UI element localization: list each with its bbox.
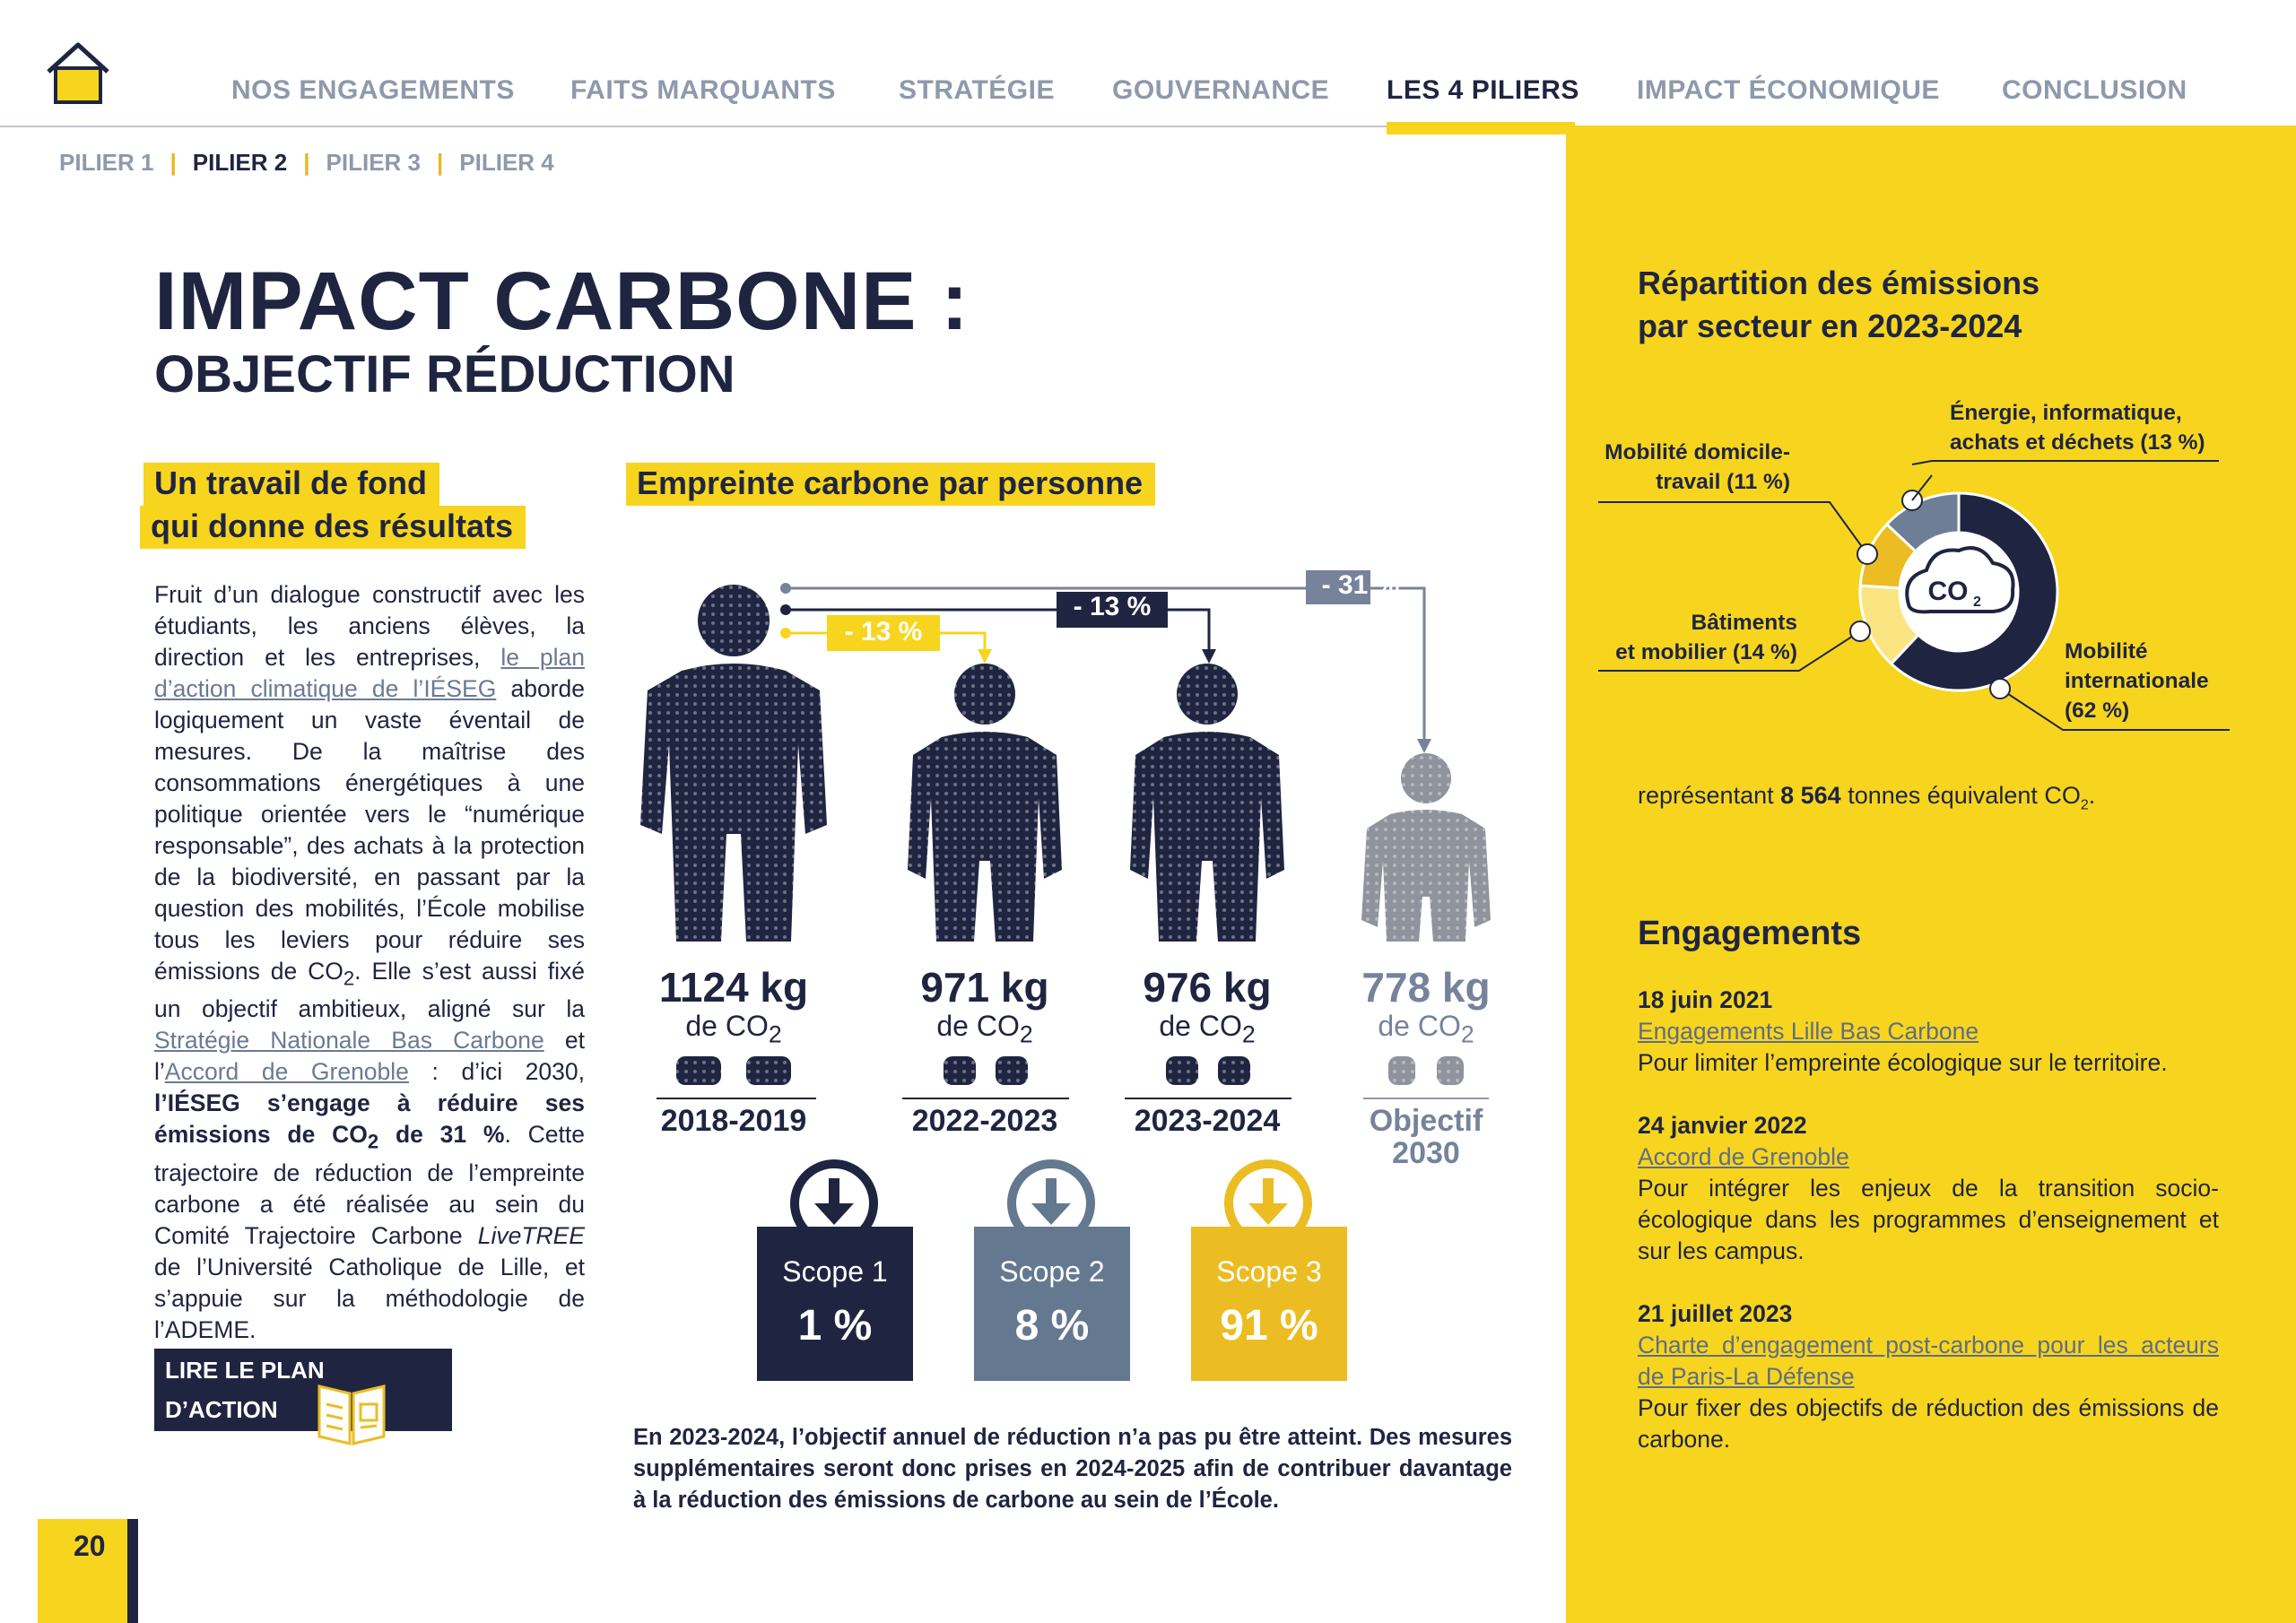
divider-2023 xyxy=(1125,1098,1292,1099)
cta-line2: CLIMATIQUE xyxy=(165,1436,309,1462)
scope3-card: Scope 3 91 % xyxy=(1191,1227,1347,1381)
subnav-pilier-3[interactable]: PILIER 3 xyxy=(326,149,422,176)
subnav-pilier-2[interactable]: PILIER 2 xyxy=(192,149,288,176)
donut-center-sub: 2 xyxy=(1973,595,1981,610)
nav-strategie[interactable]: STRATÉGIE xyxy=(899,75,1055,105)
leader-energie xyxy=(1912,461,2219,464)
page-subtitle: OBJECTIF RÉDUCTION xyxy=(154,345,735,404)
nav-impact-economique[interactable]: IMPACT ÉCONOMIQUE xyxy=(1637,75,1940,105)
arrow-label-13a: - 13 % xyxy=(844,617,923,647)
stat-2030: 778 kg de $CO_2$ xyxy=(1361,964,1491,1048)
nav-faits-marquants[interactable]: FAITS MARQUANTS xyxy=(570,75,836,105)
nav-conclusion[interactable]: CONCLUSION xyxy=(2002,75,2187,105)
carbon-figures-graphic xyxy=(628,565,1525,1175)
page-title: IMPACT CARBONE : xyxy=(154,256,970,347)
center-heading: Empreinte carbone par personne xyxy=(626,463,1155,506)
nav-nos-engagements[interactable]: NOS ENGAGEMENTS xyxy=(231,75,515,105)
open-book-icon xyxy=(314,1374,389,1447)
engagement-link-grenoble[interactable]: Accord de Grenoble xyxy=(1638,1143,1849,1170)
year-2030: Objectif 2030 xyxy=(1369,1104,1483,1170)
arrow-label-13b: - 13 % xyxy=(1073,592,1152,621)
nav-les-4-piliers[interactable]: LES 4 PILIERS xyxy=(1387,75,1579,105)
total-emissions: représentant 8 564 tonnes équivalent $CO_2$. xyxy=(1638,782,2096,813)
read-plan-button[interactable] xyxy=(154,1349,452,1462)
arrow-label-31: - 31 % xyxy=(1321,570,1400,600)
nav-active-indicator xyxy=(1387,122,1575,135)
label-mobilite-internationale: Mobilité internationale (62 %) xyxy=(2065,639,2209,723)
divider-2018 xyxy=(657,1098,816,1099)
page-number: 20 xyxy=(38,1519,138,1623)
engagement-link-charte[interactable]: Charte d’engagement post-carbone pour les acteurs de Paris-La Défense xyxy=(1638,1332,2219,1390)
stat-2022: 971 kg de $CO_2$ xyxy=(920,964,1049,1048)
engagement-item: 18 juin 2021 Engagements Lille Bas Carbone Pour limiter l’empreinte écologique sur le territoire. xyxy=(1638,985,2219,1079)
link-snbc[interactable]: Stratégie Nationale Bas Carbone xyxy=(154,1027,544,1055)
center-note: En 2023-2024, l’objectif annuel de réduction n’a pas pu être atteint. Des mesures supplémentaires seront donc prises en 2024-2025 afin de contribuer davantage à la réduction des émissions de carbone au sein de l’École. xyxy=(633,1425,1512,1513)
engagement-link-lille[interactable]: Engagements Lille Bas Carbone xyxy=(1638,1018,1979,1045)
pillar-subnav: PILIER 1 | PILIER 2 | PILIER 3 | PILIER 4 xyxy=(59,149,554,176)
subnav-pilier-4[interactable]: PILIER 4 xyxy=(459,149,554,176)
nav-gouvernance[interactable]: GOUVERNANCE xyxy=(1112,75,1330,105)
engagement-item: 21 juillet 2023 Charte d’engagement post-carbone pour les acteurs de Paris-La Défense Pour fixer des objectifs de réduction des émissions de carbone. xyxy=(1638,1300,2219,1453)
label-mobilite-domicile: Mobilité domicile- travail (11 %) xyxy=(1605,440,1790,494)
link-accord-grenoble[interactable]: Accord de Grenoble xyxy=(164,1058,409,1086)
emissions-title: Répartition des émissions par secteur en 2023-2024 xyxy=(1638,265,2040,344)
label-energie: Énergie, informatique, achats et déchets (13 %) xyxy=(1950,401,2205,455)
engagements-title: Engagements xyxy=(1638,915,1862,952)
scope2-card: Scope 2 8 % xyxy=(974,1227,1130,1381)
leader-mobilite-domicile xyxy=(1598,502,1867,554)
stat-2018: 1124 kg de $CO_2$ xyxy=(658,964,809,1048)
intro-paragraph: Fruit d’un dialogue constructif avec les étudiants, les anciens élèves, la direction et les entreprises, le plan d’action climatique de l’IÉSEG aborde logiquement un vaste éventail de mesures. De la maîtrise des consommations énergétiques à une politique orientée vers le “numérique responsable”, des achats à la protection de la biodiversité, en passant par la question des mobilités, l’École mobilise tous les leviers pour réduire ses émissions de $CO_2$. Elle s’est aussi fixé un objectif ambitieux, aligné sur la Stratégie Nationale Bas Carbone et l’Accord de Grenoble : d’ici 2030, l’IÉSEG s’engage à réduire ses émissions de $CO_2$ de 31 %. Cette trajectoire de réduction de l’empreinte carbone a été réalisée au sein du Comité Trajectoire Carbone LiveTREE de l’Université Catholique de Lille, et s’appuie sur la méthodologie de l’ADEME. xyxy=(154,581,586,1343)
left-heading-line1: Un travail de fond xyxy=(144,463,439,506)
nav-divider xyxy=(0,126,1566,127)
cta-line1: LIRE LE PLAN D’ACTION xyxy=(165,1357,325,1423)
label-batiments: Bâtiments et mobilier (14 %) xyxy=(1615,611,1797,664)
donut-center-label: CO xyxy=(1927,577,1969,606)
left-heading-line2: qui donne des résultats xyxy=(140,506,526,549)
engagement-item: 24 janvier 2022 Accord de Grenoble Pour intégrer les enjeux de la transition socio-écologique dans les programmes d’enseignement et sur les campus. xyxy=(1638,1112,2219,1264)
divider-2030 xyxy=(1363,1098,1489,1099)
subnav-pilier-1[interactable]: PILIER 1 xyxy=(59,149,154,176)
year-2018: 2018-2019 xyxy=(660,1104,807,1138)
stat-2023: 976 kg de $CO_2$ xyxy=(1143,964,1272,1048)
link-plan-action[interactable]: le plan d’action climatique de l’IÉSEG xyxy=(154,644,586,702)
scope1-card: Scope 1 1 % xyxy=(757,1227,913,1381)
main-nav xyxy=(0,72,2296,129)
year-2023: 2023-2024 xyxy=(1134,1104,1281,1138)
divider-2022 xyxy=(902,1098,1069,1099)
year-2022: 2022-2023 xyxy=(911,1104,1058,1138)
